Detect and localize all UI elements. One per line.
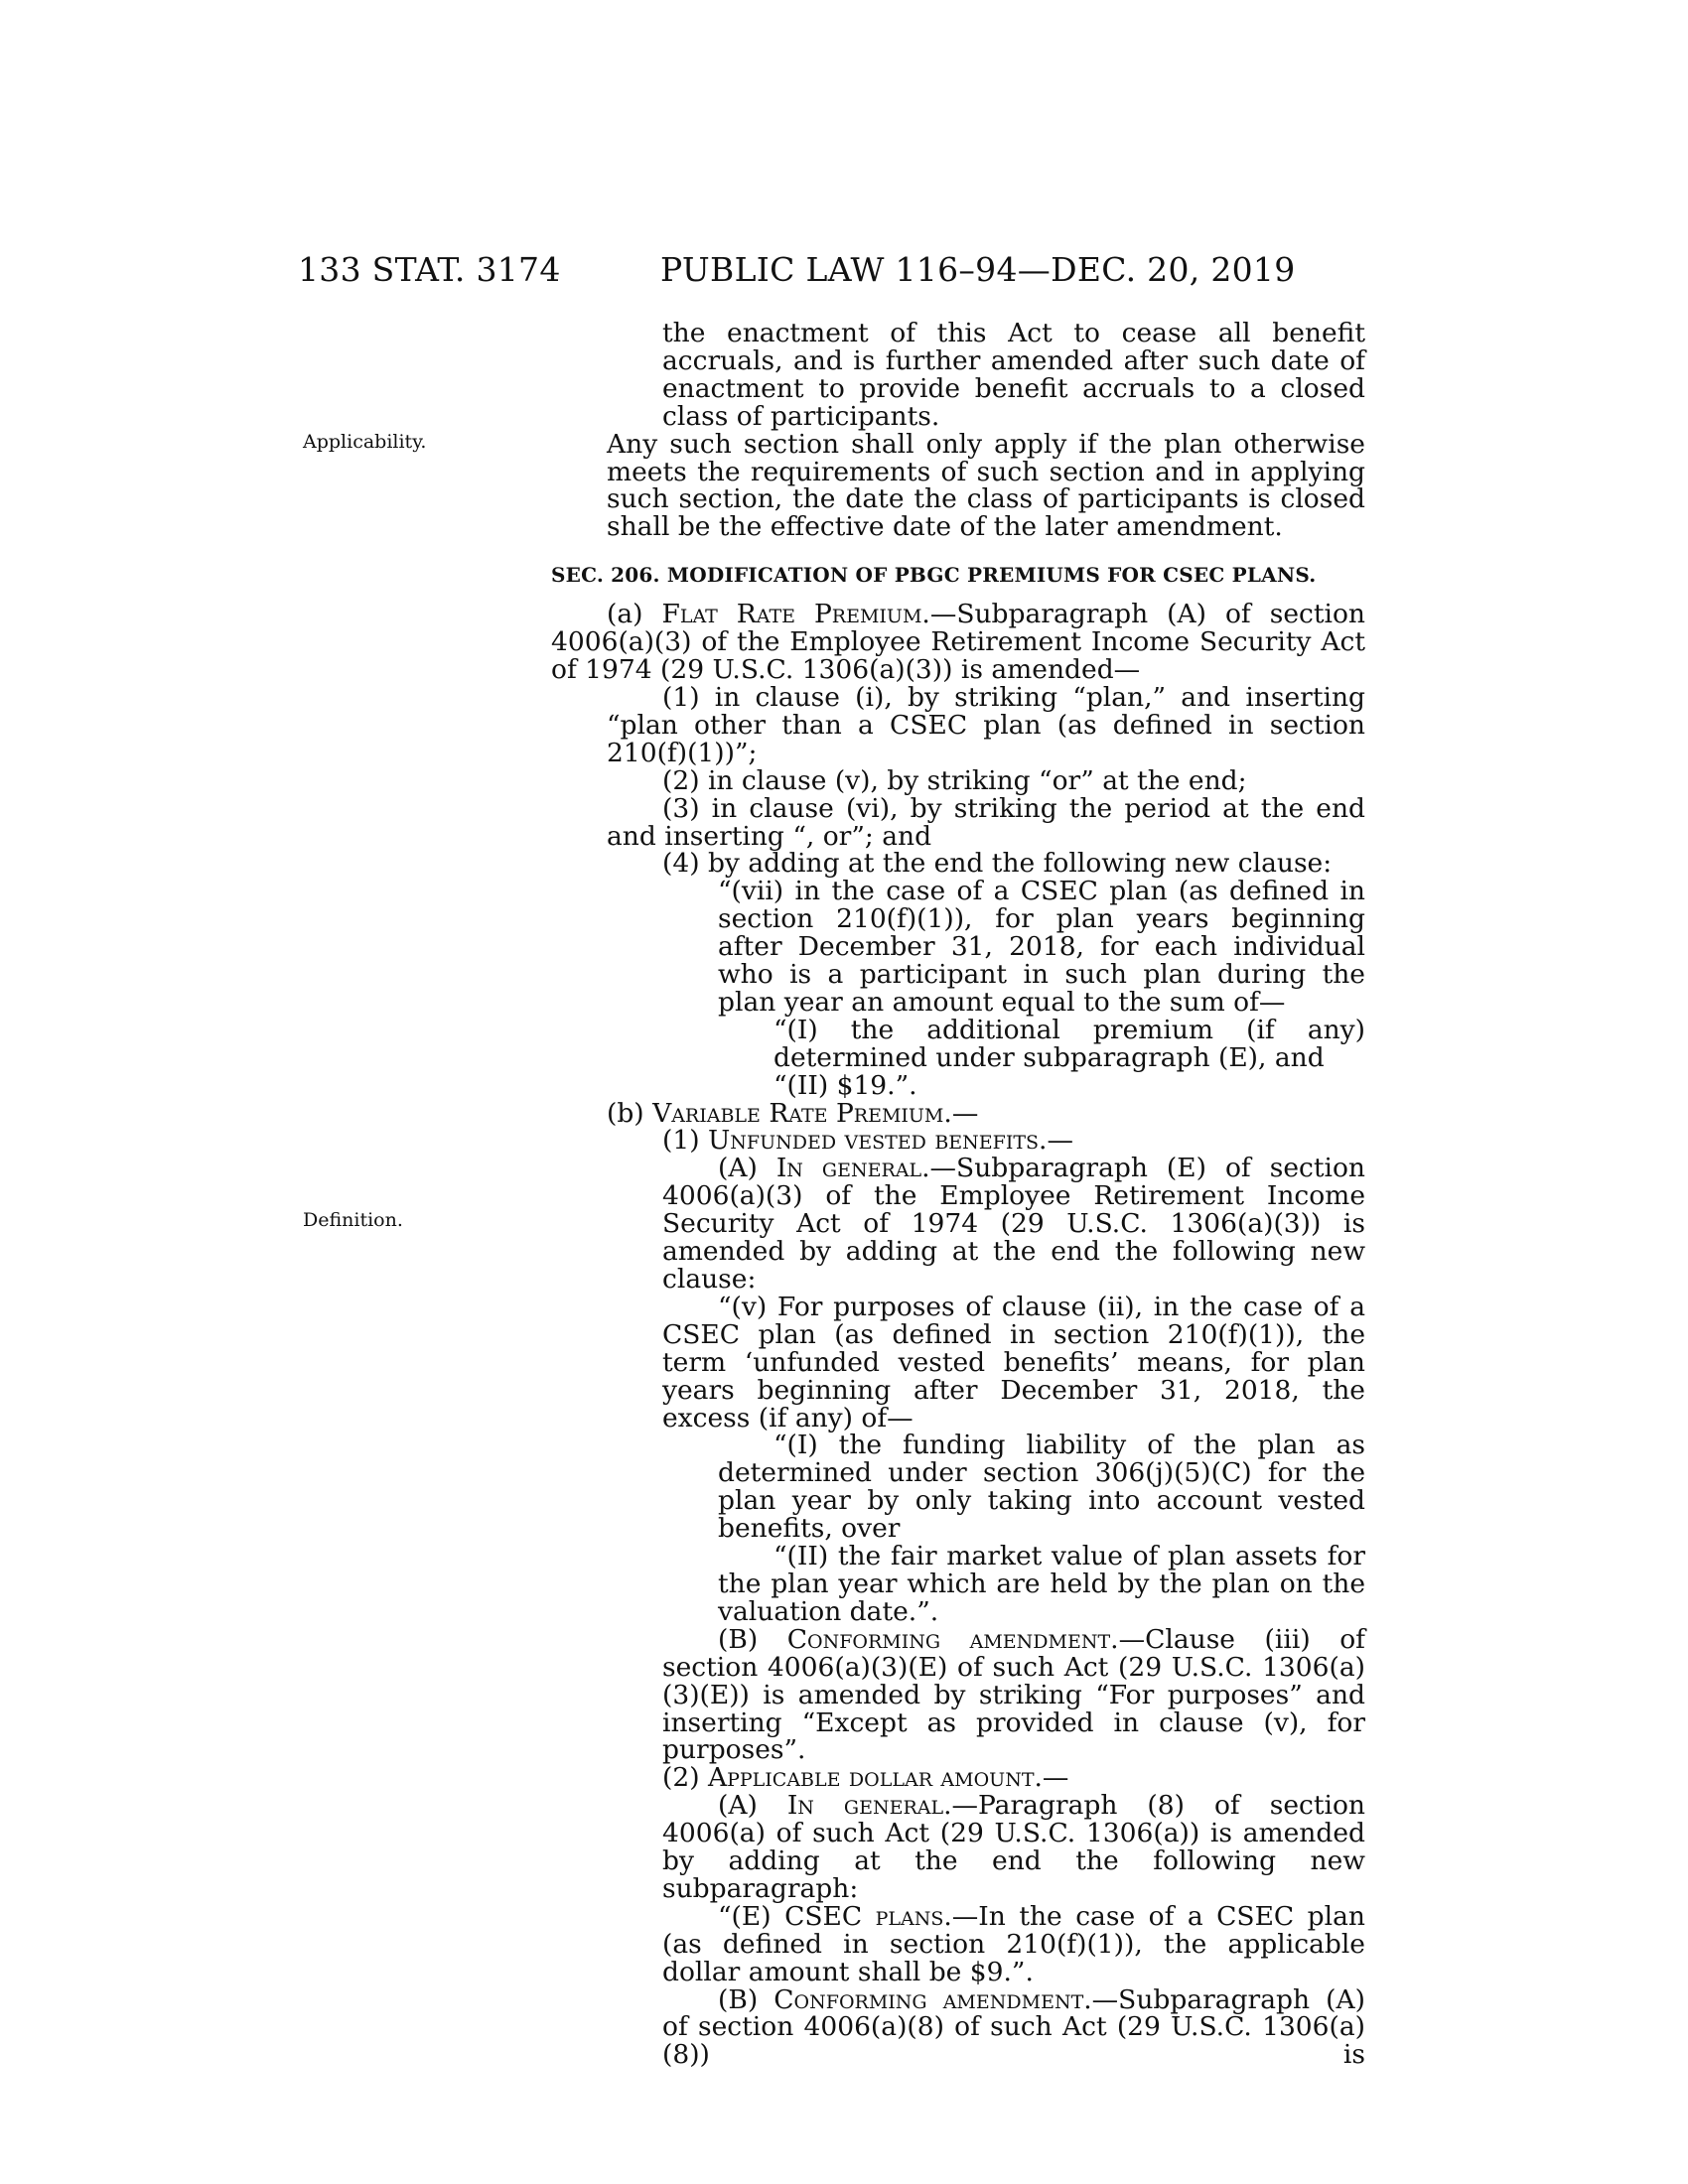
stat-citation: 133 STAT. 3174	[298, 250, 561, 289]
continued-paragraph: the enactment of this Act to cease all benefit accruals, and is further amended after such date of enactment to provide benefit accruals to a closed class of participants.	[662, 318, 1365, 432]
paragraph-any-such: Any such section shall only apply if the plan otherwise meets the requirements of such section and in applying such section, the date the class of participants is closed shall be the effective date of the later amendment.	[607, 428, 1365, 543]
subparagraph-b1A-caption: In general.	[775, 1153, 930, 1184]
subsection-b-caption: Variable Rate Premium.	[652, 1097, 952, 1129]
subparagraph-b1B-caption: Conforming amendment.	[786, 1623, 1119, 1655]
subsection-b: (b) Variable Rate Premium.—	[607, 1097, 979, 1129]
subsection-a-caption: Flat Rate Premium.	[661, 599, 930, 630]
margin-note-applicability: Applicability.	[303, 431, 427, 453]
paragraph-b2-caption: Applicable dollar amount.	[707, 1762, 1043, 1794]
clause-v: “(v) For purposes of clause (ii), in the case of a CSEC plan (as defined in section 210(f)(1)), the term ‘unfunded vested benefits’ means, for plan years beginning after December 31, 2018, the excess (if any) of—	[662, 1291, 1365, 1433]
paragraph-b1-caption: Unfunded vested benefits.	[707, 1125, 1048, 1157]
subclause-vii-I: “(I) the additional premium (if any) determined under subparagraph (E), and	[774, 1014, 1365, 1073]
subparagraph-b1B: (B) Conforming amendment.—Clause (iii) of section 4006(a)(3)(E) of such Act (29 U.S.C. 1306(a)(3)(E)) is amended by striking “For purposes” and inserting “Except as provided in clause (v), for purposes”.	[662, 1623, 1365, 1766]
margin-note-definition: Definition.	[303, 1209, 403, 1231]
subparagraph-E-caption: CSEC plans.	[784, 1900, 952, 1932]
paragraph-a1: (1) in clause (i), by striking “plan,” and inserting “plan other than a CSEC plan (as defined in section 210(f)(1))”;	[607, 681, 1365, 768]
section-heading: SEC. 206. MODIFICATION OF PBGC PREMIUMS FOR CSEC PLANS.	[551, 563, 1317, 588]
subparagraph-b2B: (B) Conforming amendment.—Subparagraph (A) of section 4006(a)(8) of such Act (29 U.S.C. 1306(a)(8)) is	[662, 1983, 1365, 2071]
subparagraph-b1A: (A) In general.—Subparagraph (E) of section 4006(a)(3) of the Employee Retirement Income Security Act of 1974 (29 U.S.C. 1306(a)(3)) is amended by adding at the end the following new clause:	[662, 1153, 1365, 1295]
paragraph-a3: (3) in clause (vi), by striking the period at the end and inserting “, or”; and	[607, 792, 1365, 852]
subclause-v-I: “(I) the funding liability of the plan as determined under section 306(j)(5)(C) for the plan year by only taking into account vested benefits, over	[718, 1430, 1365, 1545]
paragraph-a2: (2) in clause (v), by striking “or” at the end;	[662, 764, 1247, 796]
subparagraph-b2B-caption: Conforming amendment.	[774, 1983, 1092, 2015]
subparagraph-E: “(E) CSEC plans.—In the case of a CSEC plan (as defined in section 210(f)(1)), the applicable dollar amount shall be $9.”.	[662, 1900, 1365, 1987]
running-header: PUBLIC LAW 116–94—DEC. 20, 2019	[660, 250, 1296, 289]
paragraph-a4: (4) by adding at the end the following new clause:	[662, 848, 1333, 880]
subparagraph-b2A-caption: In general.	[786, 1790, 952, 1822]
subclause-v-II: “(II) the fair market value of plan assets for the plan year which are held by the plan on the valuation date.”.	[718, 1541, 1365, 1627]
paragraph-b1: (1) Unfunded vested benefits.—	[662, 1125, 1073, 1157]
subparagraph-b2A: (A) In general.—Paragraph (8) of section 4006(a) of such Act (29 U.S.C. 1306(a)) is amended by adding at the end the following new subparagraph:	[662, 1790, 1365, 1904]
body-text	[551, 320, 1365, 2069]
clause-vii: “(vii) in the case of a CSEC plan (as defined in section 210(f)(1)), for plan years beginning after December 31, 2018, for each individual who is a participant in such plan during the plan year an amount equal to the sum of—	[718, 876, 1365, 1018]
paragraph-b2: (2) Applicable dollar amount.—	[662, 1762, 1069, 1794]
subsection-a: (a) Flat Rate Premium.—Subparagraph (A) of section 4006(a)(3) of the Employee Retirement Income Security Act of 1974 (29 U.S.C. 1306(a)(3)) is amended—	[551, 599, 1365, 686]
subclause-vii-II: “(II) $19.”.	[774, 1069, 917, 1101]
